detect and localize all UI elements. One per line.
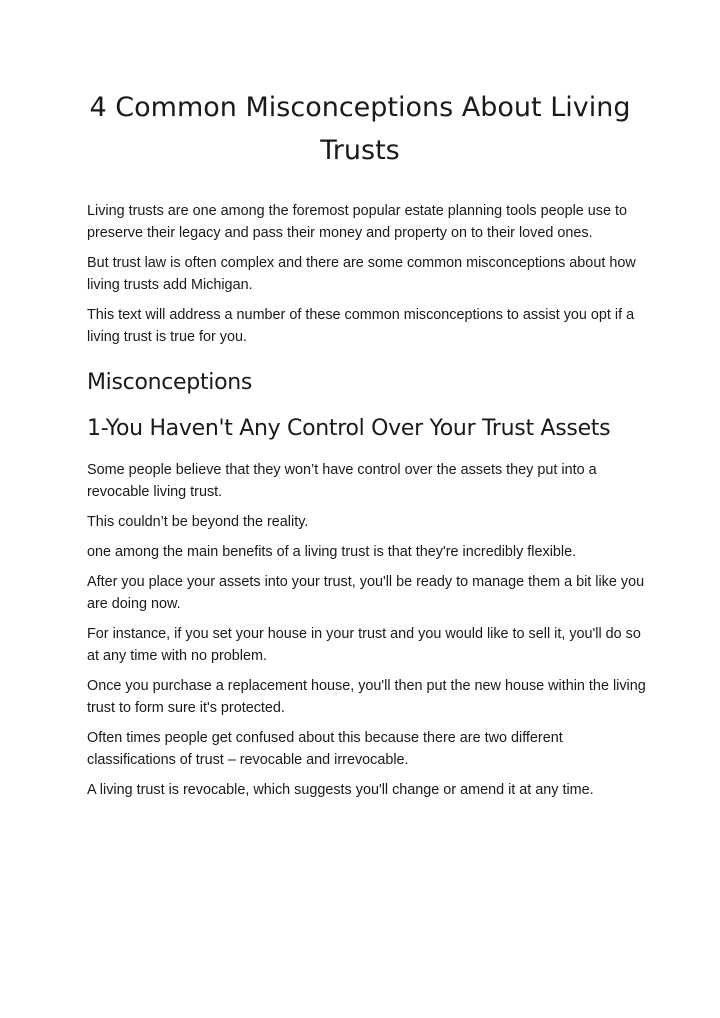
body-paragraph-1: Some people believe that they won’t have control over the assets they put into a revocable living trust.	[87, 462, 597, 500]
body-paragraph-5: For instance, if you set your house in your trust and you would like to sell it, you'll do so at any time with no problem.	[87, 626, 641, 664]
section-heading: Misconceptions	[87, 370, 253, 395]
body-paragraph-6: Once you purchase a replacement house, you'll then put the new house within the living trust to form sure it's protected.	[87, 678, 646, 716]
body-paragraph-4: After you place your assets into your trust, you'll be ready to manage them a bit like you are doing now.	[87, 574, 645, 612]
body-paragraph-2: This couldn’t be beyond the reality.	[87, 514, 309, 530]
body-paragraph-7: Often times people get confused about this because there are two different classifications of trust – revocable and irrevocable.	[87, 730, 563, 768]
intro-paragraph-2: But trust law is often complex and there are some common misconceptions about how living trusts add Michigan.	[87, 255, 636, 293]
intro-paragraph-3: This text will address a number of these common misconceptions to assist you opt if a living trust is true for you.	[87, 307, 635, 345]
document-body	[87, 200, 647, 809]
document-title: 4 Common Misconceptions About Living Trusts	[89, 92, 631, 166]
body-paragraph-8: A living trust is revocable, which suggests you'll change or amend it at any time.	[87, 782, 594, 798]
body-paragraph-3: one among the main benefits of a living trust is that they're incredibly flexible.	[87, 544, 577, 560]
subsection-heading: 1-You Haven't Any Control Over Your Trust Assets	[87, 416, 611, 441]
intro-paragraph-1: Living trusts are one among the foremost popular estate planning tools people use to preserve their legacy and pass their money and property on to their loved ones.	[87, 203, 627, 241]
